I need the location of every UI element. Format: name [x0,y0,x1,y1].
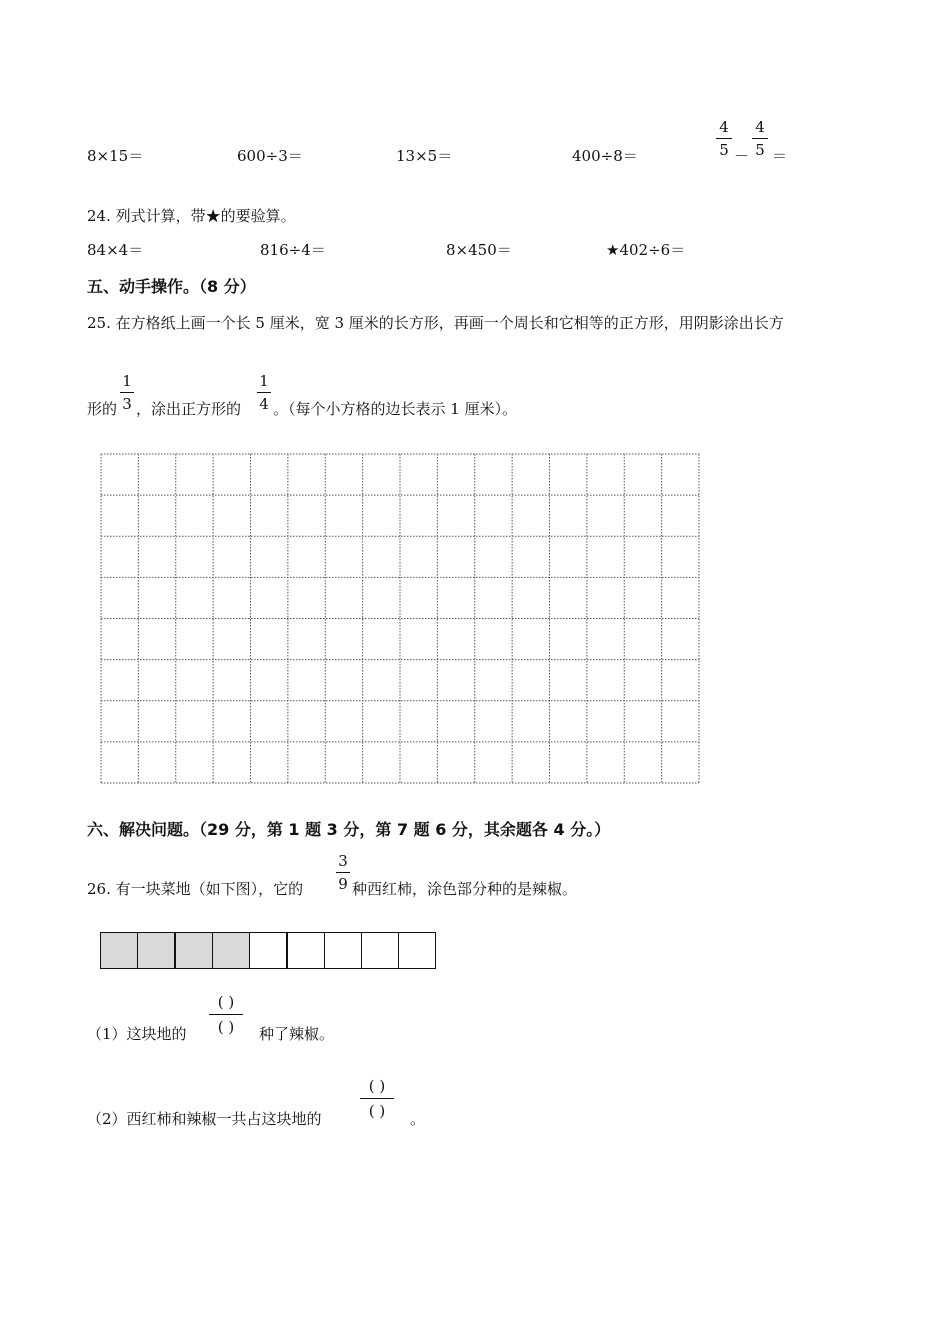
minus-sign: － [734,147,750,165]
q25-line-1: 25. 在方格纸上画一个长 5 厘米，宽 3 厘米的长方形，再画一个周长和它相等的正方形，用阴影涂出长方 [87,314,784,332]
answer-blank-fraction-2[interactable]: ( ) ( ) [360,1076,394,1121]
plot-cell [287,932,325,969]
q26-sub2-text-b: 。 [410,1110,426,1128]
q26-text-a: 26. 有一块菜地（如下图），它的 [87,880,304,898]
q24-calc-2: 816÷4＝ [260,241,326,259]
q26-text-b: 种西红柿，涂色部分种的是辣椒。 [352,880,578,898]
equals-sign: ＝ [772,147,788,165]
q24-title: 24. 列式计算，带★的要验算。 [87,207,296,225]
pepper-cell-shaded [212,932,250,969]
answer-blank-fraction-1[interactable]: ( ) ( ) [209,992,243,1037]
calc-400div8: 400÷8＝ [572,147,638,165]
calc-8x15: 8×15＝ [87,147,144,165]
fraction-4-5-a: 4 5 [716,118,732,159]
plot-cell [398,932,436,969]
q24-calc-1: 84×4＝ [87,241,144,259]
q25-text-c: 。（每个小方格的边长表示 1 厘米）。 [273,400,518,418]
fraction-1-3: 1 3 [120,372,134,413]
fraction-3-9: 3 9 [336,852,350,893]
q26-sub1-text-a: （1）这块地的 [87,1025,187,1043]
q25-text-b: ，涂出正方形的 [136,400,242,418]
q26-sub2-text-a: （2）西红柿和辣椒一共占这块地的 [87,1110,322,1128]
q24-calc-4: ★402÷6＝ [606,241,686,259]
plot-cell [249,932,287,969]
graph-paper-grid[interactable] [100,453,699,783]
section-6-title: 六、解决问题。（29 分，第 1 题 3 分，第 7 题 6 分，其余题各 4 分。） [87,820,611,839]
q26-sub1-text-b: 种了辣椒。 [259,1025,335,1043]
pepper-cell-shaded [175,932,213,969]
fraction-4-5-b: 4 5 [752,118,768,159]
pepper-cell-shaded [137,932,175,969]
fraction-1-4: 1 4 [257,372,271,413]
q25-text-a: 形的 [87,400,118,418]
section-5-title: 五、动手操作。（8 分） [87,277,256,296]
q24-calc-3: 8×450＝ [446,241,512,259]
pepper-cell-shaded [100,932,138,969]
calc-13x5: 13×5＝ [396,147,453,165]
calc-600div3: 600÷3＝ [237,147,303,165]
plot-cell [361,932,399,969]
grid-lines [100,453,700,784]
plot-cell [324,932,362,969]
